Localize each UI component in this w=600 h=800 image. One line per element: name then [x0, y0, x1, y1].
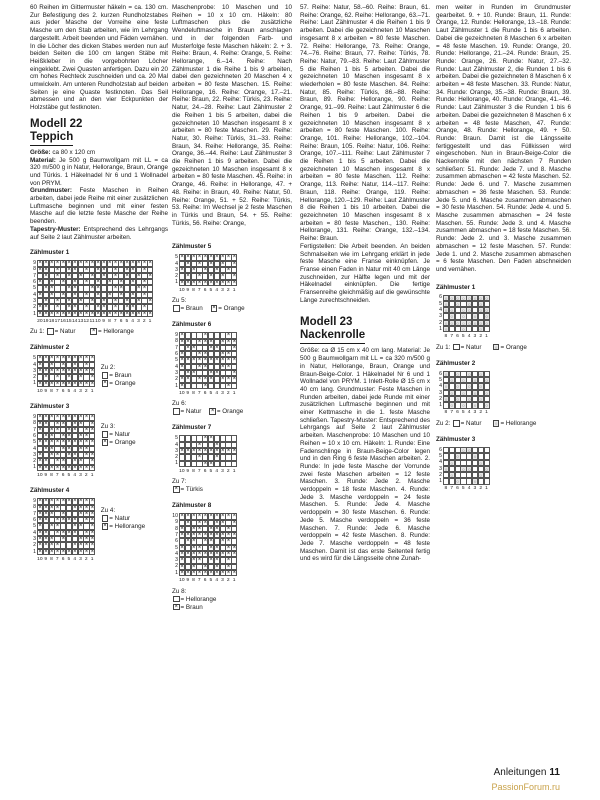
grid-row: 9 × × × × × ×	[172, 519, 237, 525]
column-numbers: 10 9 8 7 6 5 4 3 2 1	[37, 472, 94, 478]
chart-legend: Zu 8: = Hellorange ×= Braun	[172, 588, 292, 612]
grid-row: 4 × × × × ×	[30, 361, 95, 367]
grid-row: 1 × × × × × × × × × ×	[172, 570, 237, 576]
material: Material: Je 500 g Baumwollgarn mit LL = ca 320 m/500 g in Natur, Hellorange, Braun, Orange und Türkis. 1 Häkelnadel Nr 6 und 1 Wollnadel von PRYM.	[30, 156, 168, 187]
grid-row: 4 ○ ○ ○ ○ ○ ○	[436, 307, 489, 313]
chart-grid	[30, 414, 95, 479]
chart-legend: Zu 1: = Natur × = Hellorange	[30, 328, 168, 336]
chart-legend: Zu 2: = Natur ○ = Hellorange	[436, 420, 571, 428]
grid-cell	[231, 280, 237, 286]
grid-row: 4 × × × × × × × × × ×	[30, 291, 153, 297]
chart-z3: Zählmuster 3 9 × × × × × × × × × × 8 × × × × × × × 7 × × × × × × × 6 × × × × × × 5 × × × × × × × × × × 4 × × × × × × 3 × × × × × × × 2 × × × × × × × 1 × × × × × × × × × × 10 9 8 7 6 5 4 3 2 1 Zu 3: = Natur ×= Orange	[30, 403, 168, 479]
grid-row: 8 × × × × × × × ×	[30, 504, 95, 510]
chart-n2: Zählmuster 2 6 ○ ○ ○ ○ 5 ○ ○ ○ ○ 4 ○ ○ ○ ○ 3 ○ ○ ○ ○ 2 ○ ○ ○ ○ 1 ○ ○ ○ ○ 8 7 6 5 4 3 2 1 Zu 2: = Natur ○ = Hellorange	[436, 360, 571, 428]
chart-z5: Zählmuster 5 5 × × × × × × × × × × 4 × × × × × 3 × × × × × 2 × × × × × 1 × × × × × × × × × × 10 9 8 7 6 5 4 3 2 1 Zu 5: = Braun × = Orange	[172, 243, 292, 313]
chart-grid	[172, 435, 237, 475]
grid-row: 7 × × × × × × × × × ×	[172, 532, 237, 538]
grid-row: 3 × × × × × ×	[172, 557, 237, 563]
column-numbers: 20 19 18 17 16 15 14 13 12 11 10 9 8 7 6 5 4 3 2 1	[37, 318, 152, 324]
page-footer: Anleitungen 11	[493, 767, 560, 778]
grid-row: 5 ○ ○ ○ ○	[436, 301, 489, 307]
grid-row: 3 × × × × × × × × × ×	[30, 368, 95, 374]
chart-grid	[436, 371, 489, 417]
grid-row: 4 × × × × ×	[172, 363, 237, 369]
grid-row: 4 × × × × × × × ×	[30, 530, 95, 536]
grid-row: 5 × × × × × × × × × ×	[30, 355, 95, 361]
grid-row: 3 ○ ○ ○ ○	[436, 313, 489, 319]
grid-row: 8 × × × × × × × × × × × ×	[30, 266, 153, 272]
grid-row: 1 × × × × × × × × × ×	[172, 279, 237, 285]
instructions-text: men weiter in Runden im Grundmuster gearbeitet. 9. + 10. Runde: Braun, 11. Runde: Orange, 12. Runde: Hellorange, 13.–18. Runde: Laut Zählmuster 1 die Runde 1 bis 6 arbeiten. Dabei die gezeichneten 8 Maschen 6 x arbeiten = 48 feste Maschen. 19. Runde: Orange, 20. Runde: Hellorange, 21.–24. Runde: Braun, 25. Runde: Orange, 26. Runde: Natur, 27.–32. Runde: Laut Zählmuster 2, die Runden 1 bis 6 arbeiten. Dabei die gezeichneten 8 Maschen 6 x arbeiten = 48 feste Maschen. 33. Runde: Natur, 34. Runde: Orange, 35.–38. Runde: Braun, 39. Runde: Hellorange, 40. Runde: Orange, 41.–46. Runde: Laut Zählmuster 3 die Runden 1 bis 6 arbeiten. Dabei die gezeichneten 8 Maschen 6 x arbeiten = 48 feste Maschen, 47. Runde: Orange, 48. Runde: Hellorange, 49. + 50. Runde: Braun. Damit ist die Längsseite fertiggestellt und das Füllkissen wird eingeschoben. Nun in Braun-Beige-Color die Nackenrolle mit den nächsten 7 Runden schließen: 51. Runde: Jede 7. und 8. Masche zusammen abmaschen = 42 feste Maschen. 52. Runde: Jede 6. und 7. Masche zusammen abmaschen = 36 feste Maschen. 53. Runde: Jede 5. und 6. Masche zusammen abmaschen = 30 feste Maschen. 54. Runde: Jede 4. und 5. Masche zusammen abmaschen = 24 feste Maschen. 55. Runde: Jede 3. und 4. Masche zusammen abmaschen = 18 feste Maschen. 56. Runde: Jede 2. und 3. Masche zusammen abmaschen = 12 feste Maschen. 57. Runde: Jede 1. und 2. Masche zusammen abmaschen = 6 feste Maschen. Den Faden abschneiden und vernähen.	[436, 4, 571, 273]
grid-cell	[484, 478, 490, 484]
instructions-text: 57. Reihe: Natur, 58.–60. Reihe: Braun, 61. Reihe: Orange, 62. Reihe: Hellorange, 63.–71. Reihe: Laut Zählmuster 4 die Reihen 1 bis 9 arbeiten. Dabei die gezeichneten 10 Maschen insgesamt 8 x arbeiten = 80 feste Maschen. 72. Reihe: Hellorange, 73. Reihe: Orange, 74.–76. Reihe: Braun, 77. Reihe: Türkis, 78. Reihe: Natur, 79.–83. Reihe: Laut Zählmuster 5 die Reihen 1 bis 5 arbeiten. Dabei die gezeichneten 10 Maschen insgesamt 8 x wiederholen = 80 feste Maschen. 84. Reihe: Natur, 85. Reihe: Türkis, 86.–88. Reihe: Braun, 89. Reihe: Hellorange, 90. Reihe: Orange, 91.–99. Reihe: Laut Zählmuster 6 die Reihen 1 bis 9 arbeiten. Dabei die gezeichneten 10 Maschen insgesamt 8 x arbeiten = 80 feste Maschen. 100. Reihe: Orange, 101. Reihe: Hellorange, 102.–104. Reihe: Braun, 105. Reihe: Natur, 106. Reihe: Orange, 107.–111. Reihe: Laut Zählmuster 7 die Reihen 1 bis 5 arbeiten. Dabei die gezeichneten 10 Maschen insgesamt 8 x arbeiten = 80 feste Maschen. 112. Reihe: Orange, 113. Reihe: Natur, 114.–117. Reihe: Braun, 118. Reihe: Orange, 119. Reihe: Hellorange, 120.–129. Reihe: Laut Zählmuster 8 die Reihen 1 bis 10 arbeiten. Dabei die gezeichneten 10 Maschen insgesamt 8 x arbeiten = 80 feste Maschen., 130. Reihe: Hellorange, 131. Reihe: Orange, 132.–134. Reihe: Braun.	[300, 4, 430, 243]
grid-row: 6 × × × × ×	[172, 351, 237, 357]
grid-row: 3 × × × × × × × × × ×	[30, 298, 153, 304]
grid-row: 1 ○ ○ ○	[436, 326, 489, 332]
model-23-text: Größe: ca Ø 15 cm x 40 cm lang. Material: Je 500 g Baumwollgarn mit LL = ca 320 m/500 g in Natur, Hellorange, Braun, Orange und Braun-Beige-Color. 1 Häkelnadel Nr 6 und 1 Wollnadel von PRYM. 1 Inlett-Rolle Ø 15 cm x 40 cm lang. Grundmuster: Feste Maschen in Runden arbeiten, dabei jede Runde mit einer zusätzlichen Luftmasche beginnen und mit einer Kettmasche in die 1. feste Masche schließen. Tapestry-Muster: Entsprechend des Lehrgangs auf Seite 2 laut Zählmuster arbeiten. Maschenprobe: 10 Maschen und 10 Reihen = 10 x 10 cm. Häkeln: 1. Runde: Eine Fadenschlinge in Braun-Beige-Color legen und in den Ring 6 feste Maschen arbeiten. 2. Runde: In jede feste Masche der Vorrunde zwei feste Maschen arbeiten = 12 feste Maschen. 3. Runde: Jede 2. Masche verdoppeln = 18 feste Maschen. 4. Runde: Jede 3. Masche verdoppeln = 24 feste Maschen. 5. Runde: Jede 4. Masche verdoppeln = 30 feste Maschen. 6. Runde: Jede 5. Masche verdoppeln = 36 feste Maschen. 7. Runde: Jede 6. Masche verdoppeln = 42 feste Maschen. 8. Runde: Jede 7. Masche verdoppeln = 48 feste Maschen. Damit ist das erste Seitenteil fertig und es wird für die Längsseite ohne Zunah-	[300, 347, 430, 563]
grid-row: 4 × ×	[172, 441, 237, 447]
grid-row: 7 × × × × × × ×	[30, 427, 95, 433]
grid-row: 9 × × × × × × × × × ×	[30, 498, 95, 504]
column-numbers: 10 9 8 7 6 5 4 3 2 1	[179, 287, 236, 293]
chart-z2: Zählmuster 2 5 × × × × × × × × × × 4 × × × × × 3 × × × × × × × × × × 2 × × × × × 1 × × × × × × × × × × 10 9 8 7 6 5 4 3 2 1 Zu 2: = Braun ×= Orange	[30, 344, 168, 395]
grid-row: 4 ○ ○ ○ ○	[436, 383, 489, 389]
column-numbers: 10 9 8 7 6 5 4 3 2 1	[37, 388, 94, 394]
grid-row: 6 × × × × × ×	[30, 433, 95, 439]
chart-z1: Zählmuster 1 9 × × × × × × × × × × × × × × × × × × × × 8 × × × × × × × × × × × × 7 × × × × × × × × × × 6 × × × × × × × × × × 5 × × × × × × × × × × 4 × × × × × × × × × × 3 × × × × × × × × × × 2 × × × × × × × × × × × × 1 × × × × × × × × × × × × × × × × × × × × 20 19 18 17 16 15 14 13 12 11 10 9 8 7 6 5 4 3 2 1 Zu 1: = Natur × = Hellorange	[30, 249, 168, 336]
grid-row: 5 × × × × × ×	[30, 523, 95, 529]
column-numbers: 8 7 6 5 4 3 2 1	[444, 486, 488, 492]
grid-row: 2 ○ ○ ○ ○	[436, 396, 489, 402]
grid-row: 5 × × × × × × ×	[172, 544, 237, 550]
grid-row: 6 ○ ○ ○ ○	[436, 371, 489, 377]
tapestry: Tapestry-Muster: Entsprechend des Lehrgangs auf Seite 2 laut Zählmuster arbeiten.	[30, 225, 168, 241]
column-numbers: 8 7 6 5 4 3 2 1	[444, 334, 488, 340]
chart-grid	[172, 332, 237, 397]
grid-row: 1 × × × × × × × × × × × × × × × × × × × ×	[30, 310, 153, 316]
chart-grid	[436, 294, 489, 340]
chart-z4: Zählmuster 4 9 × × × × × × × × × × 8 × × × × × × × × 7 × × × × × × × 6 × × × × × × × × 5 × × × × × × 4 × × × × × × × × 3 × × × × × × × 2 × × × × × × × × 1 × × × × × × × × × × 10 9 8 7 6 5 4 3 2 1 Zu 4: = Natur ×= Hellorange	[30, 487, 168, 563]
grid-row: 3 × × × × ×	[172, 370, 237, 376]
chart-legend: Zu 3: = Natur ×= Orange	[101, 423, 136, 447]
grid-row: 2 × × × × ×	[172, 273, 237, 279]
grid-row: 3 ○ ○ ○ ○	[436, 389, 489, 395]
grid-row: 1 × × × × × × × × × ×	[30, 380, 95, 386]
grid-row: 6 × × × × × ×	[172, 538, 237, 544]
chart-legend: Zu 4: = Natur ×= Hellorange	[101, 507, 145, 531]
chart-grid	[172, 254, 237, 294]
grid-row: 8 × × × × × × ×	[30, 420, 95, 426]
grid-cell	[89, 381, 95, 387]
model-23-title: Modell 23 Nackenrolle	[300, 316, 430, 344]
column-3	[300, 4, 430, 563]
grid-row: 1 × ×	[172, 460, 237, 466]
grid-cell	[484, 402, 490, 408]
grid-row: 9 × × ×	[172, 332, 237, 338]
grid-row: 4 × × × × ×	[172, 260, 237, 266]
grid-row: 9 × × × × × × × × × ×	[30, 414, 95, 420]
grid-row: 5 × × × × × × × × × ×	[30, 285, 153, 291]
chart-z7: Zählmuster 7 5 × × 4 × × 3 × × × × × × × × × × 2 × × 1 × × 10 9 8 7 6 5 4 3 2 1 Zu 7: ×= Türkis	[172, 424, 292, 494]
grid-row: 8 × × × × × ×	[172, 526, 237, 532]
grid-cell	[231, 461, 237, 467]
column-1	[30, 4, 168, 563]
model-22-title: Modell 22 Teppich	[30, 118, 168, 146]
watermark: PassionForum.ru	[491, 782, 560, 792]
grid-row: 6 ○ ○	[436, 447, 489, 453]
intro-text: 60 Reihen im Gittermuster häkeln = ca. 130 cm. Zur Befestigung des 2. kurzen Rundholzstabes aus jeder Masche der Vorreihe eine feste Masche um den Stab arbeiten, wie im Lehrgang dargestellt. Arbeit beenden und Fäden vernähen. In die Löcher des dicken Stabes werden nun auf beiden Seiten die 100 cm langen Stäbe mit Heißkleber in die vorgebohrten Löcher eingeklebt. Zwei Quasten anfertigen. Dazu ein 20 cm hohes Rechteck zuschneiden und ca. 20 Mal umwickeln. Am unteren Rundholzstab auf beiden Seiten je eine Quaste festknoten. Das Seil abmessen und an den vier Eckpunkten der Holzstäbe gut festknoten.	[30, 4, 168, 112]
chart-grid	[30, 498, 95, 563]
grid-row: 1 × × × × × × × × × ×	[30, 548, 95, 554]
grid-row: 6 ○ ○ ○ ○ ○ ○ ○ ○	[436, 294, 489, 300]
grid-row: 3 × × × × ×	[172, 267, 237, 273]
grid-cell	[89, 549, 95, 555]
grundmuster: Grundmuster: Feste Maschen in Reihen arbeiten, dabei jede Reihe mit einer zusätzlichen Luftmasche beginnen und mit einer festen Masche auf die letzte feste Masche der Reihe beenden.	[30, 187, 168, 226]
chart-legend: Zu 2: = Braun ×= Orange	[101, 364, 136, 388]
column-4	[436, 4, 571, 493]
chart-z8: Zählmuster 8 10 × × × × × × × × × × 9 × × × × × × 8 × × × × × × 7 × × × × × × × × × × 6 × × × × × × 5 × × × × × × × 4 × × × × × × × × × × 3 × × × × × × 2 × × × × × 1 × × × × × × × × × × 10 9 8 7 6 5 4 3 2 1 Zu 8: = Hellorange ×= Braun	[172, 502, 292, 611]
grid-cell	[231, 383, 237, 389]
grid-row: 2 ○ ○ ○ ○ ○ ○ ○ ○	[436, 320, 489, 326]
grid-row: 5 × ×	[172, 435, 237, 441]
grid-row: 2 ○ ○	[436, 472, 489, 478]
grid-row: 5 × × × × × × × × × ×	[172, 357, 237, 363]
grid-row: 5 × × × × × × × × × ×	[30, 439, 95, 445]
chart-z6: Zählmuster 6 9 × × × 8 × × × × × × × × 7 × × × × × 6 × × × × × 5 × × × × × × × × × × 4 × × × × × 3 × × × × × 2 × × × × × × × × 1 × × × 10 9 8 7 6 5 4 3 2 1 Zu 6: = Natur × = Orange	[172, 321, 292, 416]
chart-legend: Zu 1: = Natur ○ = Orange	[436, 344, 571, 352]
grid-row: 5 ○ ○ ○ ○	[436, 377, 489, 383]
chart-grid	[172, 513, 237, 585]
instructions-text: Maschenprobe: 10 Maschen und 10 Reihen = 10 x 10 cm. Häkeln: 80 Luftmaschen plus die zusätzliche Wendeluftmasche in Braun anschlagen und in der folgenden Farb- und Musterfolge feste Maschen häkeln: 2. + 3. Reihe: Braun, 4. Reihe: Orange, 5. Reihe: Hellorange, 6.–14. Reihe: Nach Zählmuster 1 die Reihe 1 bis 9 arbeiten, dabei den gezeichneten 20 Maschen 4 x arbeiten = 80 feste Maschen. 15. Reihe: Hellorange, 16. Reihe: Orange, 17.–21. Reihe: Braun, 22. Reihe: Türkis, 23. Reihe: Natur, 24.–28. Reihe: Laut Zählmuster 2 die Reihen 1 bis 5 arbeiten, dabei die gezeichneten 10 Maschen insgesamt 8 x arbeiten = 80 feste Maschen. 29. Reihe: Natur, 30. Reihe: Türkis, 31.–33. Reihe: Braun, 34. Reihe: Hellorange, 35. Reihe: Orange, 36.–44. Reihe: Laut Zählmuster 3 die Reihen 1 bis 9 arbeiten. Dabei die gezeichneten 10 Maschen insgesamt 8 x arbeiten = 80 feste Maschen. 45. Reihe: in Orange, 46. Reihe: in Hellorange, 47. + 48. Reihe: in Braun, 49. Reihe: Natur, 50. Reihe: Orange, 51. + 52. Reihe: Türkis, 53. Reihe: Im Wechsel je 2 feste Maschen in Türkis und Braun, 54. + 55. Reihe: Türkis, 56. Reihe: Orange,	[172, 4, 292, 227]
chart-grid	[30, 355, 95, 395]
grid-cell	[231, 570, 237, 576]
column-numbers: 10 9 8 7 6 5 4 3 2 1	[37, 556, 94, 562]
chart-grid	[30, 260, 153, 325]
grid-row: 5 ○ ○	[436, 453, 489, 459]
chart-legend: Zu 7: ×= Türkis	[172, 478, 292, 494]
grid-row: 4 × × × × × ×	[30, 445, 95, 451]
column-numbers: 10 9 8 7 6 5 4 3 2 1	[179, 390, 236, 396]
grid-row: 6 × × × × × × × × × ×	[30, 279, 153, 285]
chart-legend: Zu 5: = Braun × = Orange	[172, 297, 292, 313]
column-numbers: 8 7 6 5 4 3 2 1	[444, 410, 488, 416]
grid-row: 2 × × × × × × × ×	[172, 376, 237, 382]
grid-row: 4 ○ ○	[436, 459, 489, 465]
grid-row: 7 × × × × ×	[172, 345, 237, 351]
grid-row: 8 × × × × × × × ×	[172, 338, 237, 344]
grid-row: 7 × × × × × × ×	[30, 511, 95, 517]
grid-row: 5 × × × × × × × × × ×	[172, 254, 237, 260]
grid-row: 1 ○ ○ ○ ○	[436, 402, 489, 408]
chart-grid	[436, 447, 489, 493]
grid-cell	[484, 326, 490, 332]
grid-row: 3 × × × × × × × × × ×	[172, 448, 237, 454]
grid-row: 6 × × × × × × × ×	[30, 517, 95, 523]
grid-row: 10 × × × × × × × × × ×	[172, 513, 237, 519]
grid-row: 2 × × × × × × × ×	[30, 542, 95, 548]
column-numbers: 10 9 8 7 6 5 4 3 2 1	[179, 577, 236, 583]
grid-row: 3 × × × × × × ×	[30, 536, 95, 542]
grid-cell	[147, 311, 153, 317]
grid-row: 2 × × × × ×	[172, 563, 237, 569]
grid-row: 9 × × × × × × × × × × × × × × × × × × × ×	[30, 260, 153, 266]
grid-row: 2 × ×	[172, 454, 237, 460]
chart-legend: Zu 6: = Natur × = Orange	[172, 400, 292, 416]
groesse: Größe: ca 80 x 120 cm	[30, 148, 96, 156]
grid-row: 1 × × ×	[172, 382, 237, 388]
grid-row: 7 × × × × × × × × × ×	[30, 273, 153, 279]
fertigstellen-text: Fertigstellen: Die Arbeit beenden. An beiden Schmalseiten wie im Lehrgang erklärt in jede feste Masche eine Franse einknüpfen. Je Franse einen Faden in Natur mit 40 cm Länge zuschneiden, zur Hälfte legen und mit der Häkelnadel einknüpfen. Die fertige Fransenreihe gleichmäßig auf die gewünschte Länge zurechtschneiden.	[300, 242, 430, 304]
chart-n1: Zählmuster 1 6 ○ ○ ○ ○ ○ ○ ○ ○ 5 ○ ○ ○ ○ 4 ○ ○ ○ ○ ○ ○ 3 ○ ○ ○ ○ 2 ○ ○ ○ ○ ○ ○ ○ ○ 1 ○ ○ ○ 8 7 6 5 4 3 2 1 Zu 1: = Natur ○ = Orange	[436, 284, 571, 352]
grid-cell	[89, 465, 95, 471]
grid-row: 1 × × × × × × × × × ×	[30, 464, 95, 470]
column-2	[172, 4, 292, 612]
grid-row: 2 × × × × × × × × × × × ×	[30, 304, 153, 310]
column-numbers: 10 9 8 7 6 5 4 3 2 1	[179, 468, 236, 474]
chart-n3: Zählmuster 3 6 ○ ○ 5 ○ ○ 4 ○ ○ 3 ○ ○ ○ ○ 2 ○ ○ 1 ○ ○ 8 7 6 5 4 3 2 1	[436, 436, 571, 493]
grid-row: 1 ○ ○	[436, 478, 489, 484]
grid-row: 3 ○ ○ ○ ○	[436, 466, 489, 472]
grid-row: 2 × × × × ×	[30, 374, 95, 380]
grid-row: 2 × × × × × × ×	[30, 458, 95, 464]
grid-row: 4 × × × × × × × × × ×	[172, 551, 237, 557]
grid-row: 3 × × × × × × ×	[30, 452, 95, 458]
